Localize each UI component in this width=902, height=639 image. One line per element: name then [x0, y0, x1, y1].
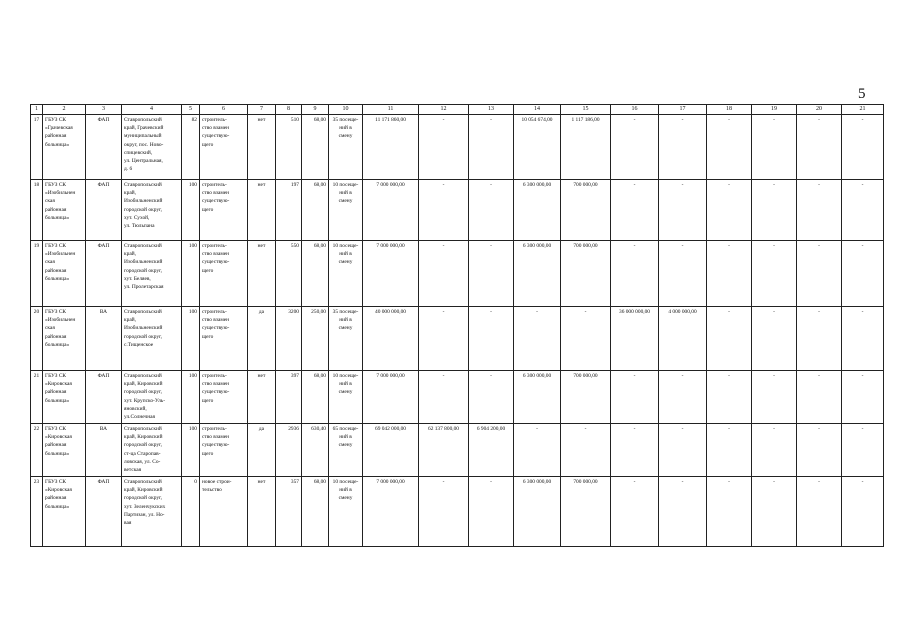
- land-status: нет: [248, 477, 276, 547]
- cost-col-16: -: [611, 424, 659, 477]
- column-number: 14: [514, 105, 561, 115]
- address: Ставропольский край, Изобильненский городской округ, хут. Беляев, ул. Пролетарская: [122, 241, 182, 307]
- capacity: 65 посеще- ний в смену: [329, 424, 363, 477]
- cost-col-16: -: [611, 180, 659, 241]
- table-row: [31, 307, 884, 371]
- cost-col-14: 6 300 000,00: [514, 371, 561, 424]
- column-number: 4: [122, 105, 182, 115]
- header-row: [31, 105, 884, 115]
- cost-col-17: -: [659, 477, 707, 547]
- cost-col-15: 1 117 186,00: [561, 115, 611, 180]
- total-cost: 7 000 000,00: [363, 241, 419, 307]
- cost-col-21: -: [842, 180, 884, 241]
- institution-name: ГБУЗ СК «Кировская районная больница»: [43, 477, 86, 547]
- table-row: [31, 371, 884, 424]
- cost-col-20: -: [797, 307, 842, 371]
- total-cost: 7 000 000,00: [363, 371, 419, 424]
- readiness-percent: 100: [182, 241, 200, 307]
- cost-col-15: -: [561, 307, 611, 371]
- cost-col-13: -: [469, 115, 514, 180]
- address: Ставропольский край, Изобильненский городской округ, с.Тищенское: [122, 307, 182, 371]
- land-status: нет: [248, 115, 276, 180]
- facility-type: ВА: [86, 307, 122, 371]
- address: Ставропольский край, Кировский городской округ, хут. Зеленчукских Партизан, ул. Но- вая: [122, 477, 182, 547]
- total-cost: 11 171 860,00: [363, 115, 419, 180]
- area: 550: [276, 241, 302, 307]
- column-number: 5: [182, 105, 200, 115]
- row-number: 19: [31, 241, 43, 307]
- construction-type: строитель- ство взамен существую- щего: [200, 371, 248, 424]
- cost-col-18: -: [707, 241, 752, 307]
- cost-col-19: -: [752, 307, 797, 371]
- cost-col-15: -: [561, 424, 611, 477]
- population: 68,00: [302, 241, 329, 307]
- column-number: 15: [561, 105, 611, 115]
- table-row: [31, 477, 884, 547]
- population: 630,40: [302, 424, 329, 477]
- construction-type: строитель- ство взамен существую- щего: [200, 115, 248, 180]
- cost-col-17: -: [659, 115, 707, 180]
- facility-type: ФАП: [86, 180, 122, 241]
- cost-col-17: -: [659, 371, 707, 424]
- row-number: 20: [31, 307, 43, 371]
- cost-col-20: -: [797, 115, 842, 180]
- construction-type: строитель- ство взамен существую- щего: [200, 424, 248, 477]
- readiness-percent: 100: [182, 371, 200, 424]
- cost-col-18: -: [707, 115, 752, 180]
- cost-col-12: -: [419, 180, 469, 241]
- cost-col-15: 700 000,00: [561, 241, 611, 307]
- cost-col-20: -: [797, 477, 842, 547]
- row-number: 22: [31, 424, 43, 477]
- area: 510: [276, 115, 302, 180]
- row-number: 23: [31, 477, 43, 547]
- capacity: 10 посеще- ний в смену: [329, 241, 363, 307]
- column-number: 3: [86, 105, 122, 115]
- address: Ставропольский край, Кировский городской округ, ст-ца Старопав- ловская, ул. Со- ветская: [122, 424, 182, 477]
- construction-type: новое строи- тельство: [200, 477, 248, 547]
- cost-col-14: 10 054 674,00: [514, 115, 561, 180]
- cost-col-21: -: [842, 477, 884, 547]
- address: Ставропольский край, Кировский городской округ, хут. Крупско-Уль- яновский, ул.Солнечная: [122, 371, 182, 424]
- facility-type: ФАП: [86, 371, 122, 424]
- row-number: 17: [31, 115, 43, 180]
- column-number: 6: [200, 105, 248, 115]
- cost-col-12: -: [419, 307, 469, 371]
- row-number: 21: [31, 371, 43, 424]
- population: 68,00: [302, 115, 329, 180]
- cost-col-15: 700 000,00: [561, 371, 611, 424]
- institution-name: ГБУЗ СК «Изобильнен ская районная больница»: [43, 307, 86, 371]
- cost-col-16: -: [611, 241, 659, 307]
- land-status: да: [248, 307, 276, 371]
- cost-col-21: -: [842, 241, 884, 307]
- total-cost: 69 042 000,00: [363, 424, 419, 477]
- cost-col-14: -: [514, 307, 561, 371]
- cost-col-12: 62 137 800,00: [419, 424, 469, 477]
- capacity: 10 посеще- ний в смену: [329, 371, 363, 424]
- column-number: 20: [797, 105, 842, 115]
- cost-col-20: -: [797, 241, 842, 307]
- row-number: 18: [31, 180, 43, 241]
- cost-col-19: -: [752, 115, 797, 180]
- column-number: 19: [752, 105, 797, 115]
- cost-col-17: -: [659, 241, 707, 307]
- institution-name: ГБУЗ СК «Грачевская районная больница»: [43, 115, 86, 180]
- cost-col-13: -: [469, 371, 514, 424]
- total-cost: 40 000 000,00: [363, 307, 419, 371]
- cost-col-19: -: [752, 477, 797, 547]
- institution-name: ГБУЗ СК «Изобильнен ская районная больница»: [43, 241, 86, 307]
- land-status: нет: [248, 371, 276, 424]
- cost-col-18: -: [707, 477, 752, 547]
- cost-col-14: 6 300 000,00: [514, 241, 561, 307]
- column-number: 11: [363, 105, 419, 115]
- total-cost: 7 000 000,00: [363, 180, 419, 241]
- area: 2936: [276, 424, 302, 477]
- cost-col-18: -: [707, 180, 752, 241]
- construction-type: строитель- ство взамен существую- щего: [200, 241, 248, 307]
- facility-type: ФАП: [86, 241, 122, 307]
- capacity: 35 посеще- ний в смену: [329, 307, 363, 371]
- cost-col-19: -: [752, 180, 797, 241]
- cost-col-18: -: [707, 424, 752, 477]
- table-row: [31, 115, 884, 180]
- cost-col-21: -: [842, 371, 884, 424]
- cost-col-17: 4 000 000,00: [659, 307, 707, 371]
- table-row: [31, 180, 884, 241]
- cost-col-14: -: [514, 424, 561, 477]
- land-status: нет: [248, 241, 276, 307]
- page-number: 5: [858, 86, 866, 102]
- area: 397: [276, 371, 302, 424]
- cost-col-16: 36 000 000,00: [611, 307, 659, 371]
- column-number: 8: [276, 105, 302, 115]
- column-number: 18: [707, 105, 752, 115]
- readiness-percent: 0: [182, 477, 200, 547]
- area: 197: [276, 180, 302, 241]
- cost-col-20: -: [797, 180, 842, 241]
- cost-col-13: 6 904 200,00: [469, 424, 514, 477]
- cost-col-21: -: [842, 424, 884, 477]
- total-cost: 7 000 000,00: [363, 477, 419, 547]
- column-number: 9: [302, 105, 329, 115]
- institution-name: ГБУЗ СК «Кировская районная больница»: [43, 424, 86, 477]
- table-row: [31, 424, 884, 477]
- cost-col-18: -: [707, 371, 752, 424]
- readiness-percent: 100: [182, 307, 200, 371]
- cost-col-17: -: [659, 180, 707, 241]
- table-row: [31, 241, 884, 307]
- facility-type: ФАП: [86, 477, 122, 547]
- column-number: 21: [842, 105, 884, 115]
- column-number: 16: [611, 105, 659, 115]
- cost-col-13: -: [469, 180, 514, 241]
- cost-col-15: 700 000,00: [561, 180, 611, 241]
- cost-col-14: 6 300 000,00: [514, 477, 561, 547]
- column-number: 2: [43, 105, 86, 115]
- area: 357: [276, 477, 302, 547]
- column-number: 7: [248, 105, 276, 115]
- data-table: [30, 104, 884, 547]
- cost-col-20: -: [797, 371, 842, 424]
- cost-col-19: -: [752, 371, 797, 424]
- readiness-percent: 100: [182, 180, 200, 241]
- capacity: 35 посеще- ний в смену: [329, 115, 363, 180]
- facility-type: ВА: [86, 424, 122, 477]
- facility-type: ФАП: [86, 115, 122, 180]
- cost-col-17: -: [659, 424, 707, 477]
- table-body: [31, 115, 884, 547]
- cost-col-21: -: [842, 115, 884, 180]
- cost-col-12: -: [419, 241, 469, 307]
- institution-name: ГБУЗ СК «Изобильнен ская районная больница»: [43, 180, 86, 241]
- population: 68,00: [302, 371, 329, 424]
- cost-col-12: -: [419, 115, 469, 180]
- cost-col-19: -: [752, 241, 797, 307]
- cost-col-12: -: [419, 371, 469, 424]
- readiness-percent: 82: [182, 115, 200, 180]
- cost-col-16: -: [611, 115, 659, 180]
- column-number: 17: [659, 105, 707, 115]
- capacity: 10 посеще- ний в смену: [329, 477, 363, 547]
- address: Ставропольский край, Грачевский муниципальный округ, пос. Ново- спицевский, ул. Центральная, д. 6: [122, 115, 182, 180]
- cost-col-16: -: [611, 477, 659, 547]
- land-status: да: [248, 424, 276, 477]
- column-number: 12: [419, 105, 469, 115]
- readiness-percent: 100: [182, 424, 200, 477]
- population: 68,00: [302, 477, 329, 547]
- cost-col-13: -: [469, 307, 514, 371]
- cost-col-12: -: [419, 477, 469, 547]
- cost-col-13: -: [469, 477, 514, 547]
- land-status: нет: [248, 180, 276, 241]
- column-number: 1: [31, 105, 43, 115]
- column-number: 13: [469, 105, 514, 115]
- cost-col-13: -: [469, 241, 514, 307]
- cost-col-19: -: [752, 424, 797, 477]
- address: Ставропольский край, Изобильненский городской округ, хут. Сухой, ул. Тюльпана: [122, 180, 182, 241]
- cost-col-21: -: [842, 307, 884, 371]
- column-number: 10: [329, 105, 363, 115]
- cost-col-16: -: [611, 371, 659, 424]
- capacity: 10 посеще- ний в смену: [329, 180, 363, 241]
- population: 68,00: [302, 180, 329, 241]
- area: 3200: [276, 307, 302, 371]
- population: 250,00: [302, 307, 329, 371]
- cost-col-20: -: [797, 424, 842, 477]
- cost-col-14: 6 300 000,00: [514, 180, 561, 241]
- construction-type: строитель- ство взамен существую- щего: [200, 180, 248, 241]
- cost-col-15: 700 000,00: [561, 477, 611, 547]
- construction-type: строитель- ство взамен существую- щего: [200, 307, 248, 371]
- cost-col-18: -: [707, 307, 752, 371]
- institution-name: ГБУЗ СК «Кировская районная больница»: [43, 371, 86, 424]
